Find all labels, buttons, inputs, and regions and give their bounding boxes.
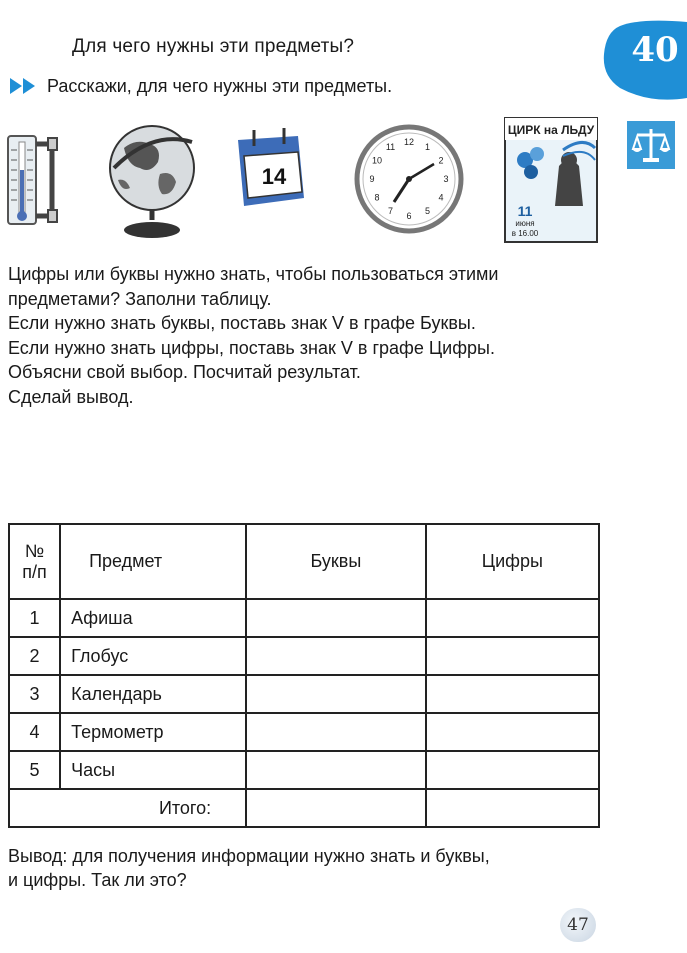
clock-number: 6 <box>406 211 412 221</box>
lesson-number: 40 <box>631 30 679 70</box>
row-item: Часы <box>60 751 246 789</box>
table-row <box>9 599 599 637</box>
clock-number: 10 <box>371 155 382 166</box>
poster-title: ЦИРК на ЛЬДУ <box>507 123 595 137</box>
row-item: Афиша <box>60 599 246 637</box>
task-line: Цифры или буквы нужно знать, чтобы пользоваться этими <box>8 264 499 284</box>
header-number <box>9 524 60 599</box>
digits-cell[interactable] <box>426 675 599 713</box>
header-number-line: п/п <box>22 561 47 582</box>
task-line: Объясни свой выбор. Посчитай результат. <box>8 362 361 382</box>
poster-picture <box>503 116 599 244</box>
digits-cell[interactable] <box>426 751 599 789</box>
clock-number: 2 <box>438 155 444 166</box>
row-number: 5 <box>9 751 60 789</box>
clock-number: 1 <box>424 141 431 152</box>
table-row <box>9 637 599 675</box>
table-total-row <box>9 789 599 827</box>
poster-day: 11 <box>517 203 533 219</box>
letters-cell[interactable] <box>246 599 426 637</box>
letters-cell[interactable] <box>246 637 426 675</box>
digits-cell[interactable] <box>426 637 599 675</box>
task-line: Если нужно знать цифры, поставь знак V в графе Цифры. <box>8 337 495 358</box>
page-number: 47 <box>560 908 596 942</box>
conclusion-line: и цифры. Так ли это? <box>8 870 187 890</box>
letters-total-cell[interactable] <box>246 789 426 827</box>
row-number: 1 <box>9 599 60 637</box>
clock-number: 12 <box>403 137 415 147</box>
scales-icon <box>627 121 675 169</box>
double-arrow-icon <box>10 76 40 96</box>
clock-number: 5 <box>424 206 431 217</box>
table-row <box>9 713 599 751</box>
header-digits: Цифры <box>426 524 599 599</box>
digits-total-cell[interactable] <box>426 789 599 827</box>
calendar-picture <box>234 126 306 212</box>
table-header-row <box>9 524 599 599</box>
letters-cell[interactable] <box>246 713 426 751</box>
digits-cell[interactable] <box>426 599 599 637</box>
globe-picture <box>100 118 204 242</box>
task-line: предметами? Заполни таблицу. <box>8 288 272 309</box>
row-number: 4 <box>9 713 60 751</box>
clock-picture <box>354 124 464 234</box>
poster-time: в 16.00 <box>511 229 539 238</box>
calendar-day-number: 14 <box>261 164 287 189</box>
row-item: Термометр <box>60 713 246 751</box>
poster-month: июня <box>515 219 535 228</box>
clock-number: 9 <box>369 174 375 184</box>
clock-number: 4 <box>438 192 444 203</box>
task-line: Сделай вывод. <box>8 386 134 407</box>
header-letters: Буквы <box>246 524 426 599</box>
thermometer-picture <box>4 130 60 230</box>
table-row <box>9 675 599 713</box>
row-number: 3 <box>9 675 60 713</box>
row-number: 2 <box>9 637 60 675</box>
conclusion-text <box>8 844 628 892</box>
clock-number: 7 <box>387 206 394 217</box>
clock-number: 8 <box>374 192 380 203</box>
clock-number: 3 <box>443 174 449 184</box>
letters-cell[interactable] <box>246 675 426 713</box>
header-number-line: № <box>24 540 45 561</box>
conclusion-line: Вывод: для получения информации нужно знать и буквы, <box>8 846 490 866</box>
row-item: Календарь <box>60 675 246 713</box>
row-item: Глобус <box>60 637 246 675</box>
clock-number: 11 <box>385 141 396 152</box>
header-item: Предмет <box>60 524 246 599</box>
letters-cell[interactable] <box>246 751 426 789</box>
items-table <box>8 523 600 828</box>
page-title: Для чего нужны эти предметы? <box>72 36 355 57</box>
total-label: Итого: <box>9 789 246 827</box>
task-line: Если нужно знать буквы, поставь знак V в графе Буквы. <box>8 313 476 333</box>
instruction-text: Расскажи, для чего нужны эти предметы. <box>47 76 393 96</box>
table-row <box>9 751 599 789</box>
task-text <box>8 262 628 409</box>
digits-cell[interactable] <box>426 713 599 751</box>
